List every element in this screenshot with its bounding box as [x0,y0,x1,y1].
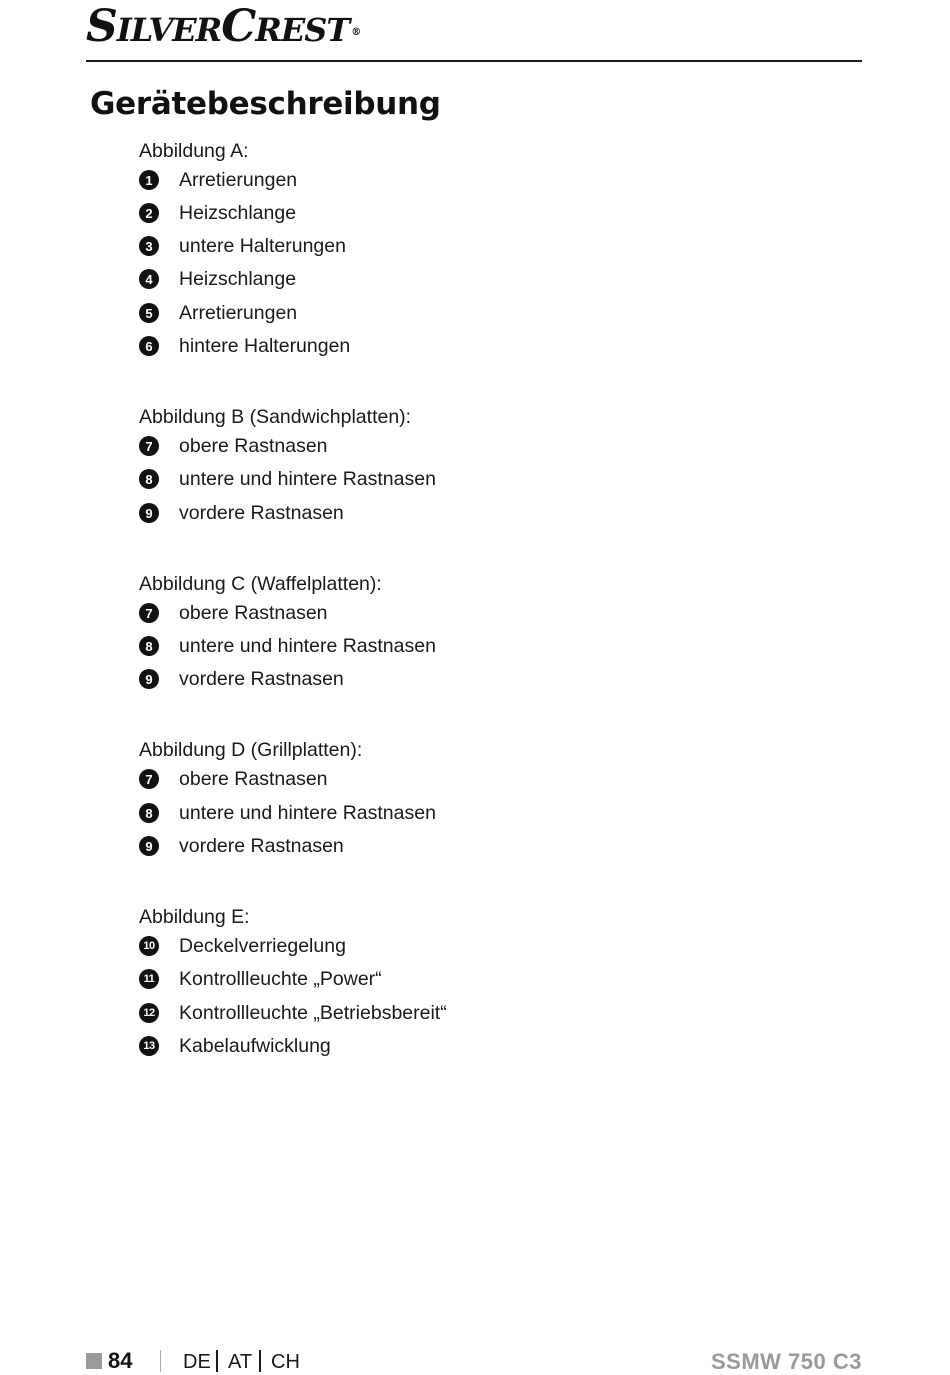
list-item [139,801,436,825]
number-badge: 10 [139,936,159,956]
list-item [139,601,328,625]
number-badge: 8 [139,469,159,489]
list-item [139,634,436,658]
number-badge: 4 [139,269,159,289]
number-badge: 9 [139,669,159,689]
list-item [139,234,346,258]
list-item [139,1034,331,1058]
list-item [139,201,296,225]
number-badge: 2 [139,203,159,223]
number-badge: 5 [139,303,159,323]
page-footer [86,1349,862,1375]
item-label: Heizschlange [179,201,297,224]
country-divider [216,1350,218,1372]
number-badge: 6 [139,336,159,356]
number-badge: 1 [139,170,159,190]
page-title: Gerätebeschreibung [90,86,441,122]
country-code-de: DE [183,1351,211,1373]
list-item [139,467,436,491]
item-label: vordere Rastnasen [179,667,344,690]
list-item [139,168,297,192]
item-label: untere und hintere Rastnasen [179,801,436,824]
item-label: untere und hintere Rastnasen [179,634,436,657]
list-item [139,267,296,291]
number-badge: 3 [139,236,159,256]
list-item [139,334,350,358]
logo-letters: REST [255,11,350,49]
list-item [139,434,328,458]
list-item [139,967,382,991]
number-badge: 8 [139,803,159,823]
item-label: Heizschlange [179,267,297,290]
list-item [139,501,344,525]
item-label: Arretierungen [179,168,298,191]
item-label: vordere Rastnasen [179,501,344,524]
section-heading-d: Abbildung D (Grillplatten): [139,739,363,761]
section-heading-a: Abbildung A: [139,140,249,162]
item-label: hintere Halterungen [179,334,351,357]
list-item [139,767,328,791]
item-label: obere Rastnasen [179,767,328,790]
item-label: Kabelaufwicklung [179,1034,331,1057]
number-badge: 11 [139,969,159,989]
section-heading-e: Abbildung E: [139,906,250,928]
item-label: Kontrollleuchte „Power“ [179,967,382,990]
list-item [139,934,346,958]
item-label: vordere Rastnasen [179,834,344,857]
number-badge: 9 [139,503,159,523]
silvercrest-logo [86,1,361,57]
item-label: obere Rastnasen [179,601,328,624]
logo-letter: C [221,1,256,52]
model-number: SSMW 750 C3 [711,1349,862,1374]
number-badge: 7 [139,769,159,789]
list-item [139,667,344,691]
logo-letters: ILVER [116,11,222,49]
number-badge: 9 [139,836,159,856]
footer-square-marker [86,1353,102,1369]
registered-mark: ® [351,27,361,38]
item-label: Deckelverriegelung [179,934,346,957]
number-badge: 12 [139,1003,159,1023]
page-header [86,1,862,62]
country-code-ch: CH [271,1351,300,1373]
list-item [139,1001,447,1025]
number-badge: 8 [139,636,159,656]
footer-divider [160,1350,161,1372]
item-label: obere Rastnasen [179,434,328,457]
country-code-at: AT [228,1351,253,1373]
section-heading-b: Abbildung B (Sandwichplatten): [139,406,412,428]
number-badge: 7 [139,436,159,456]
page-number: 84 [108,1348,133,1373]
logo-letter: S [86,1,117,52]
item-label: untere und hintere Rastnasen [179,467,436,490]
number-badge: 13 [139,1036,159,1056]
country-divider [259,1350,261,1372]
number-badge: 7 [139,603,159,623]
list-item [139,834,344,858]
item-label: untere Halterungen [179,234,346,257]
section-heading-c: Abbildung C (Waffelplatten): [139,573,382,595]
list-item [139,301,297,325]
item-label: Arretierungen [179,301,298,324]
item-label: Kontrollleuchte „Betriebsbereit“ [179,1001,447,1024]
